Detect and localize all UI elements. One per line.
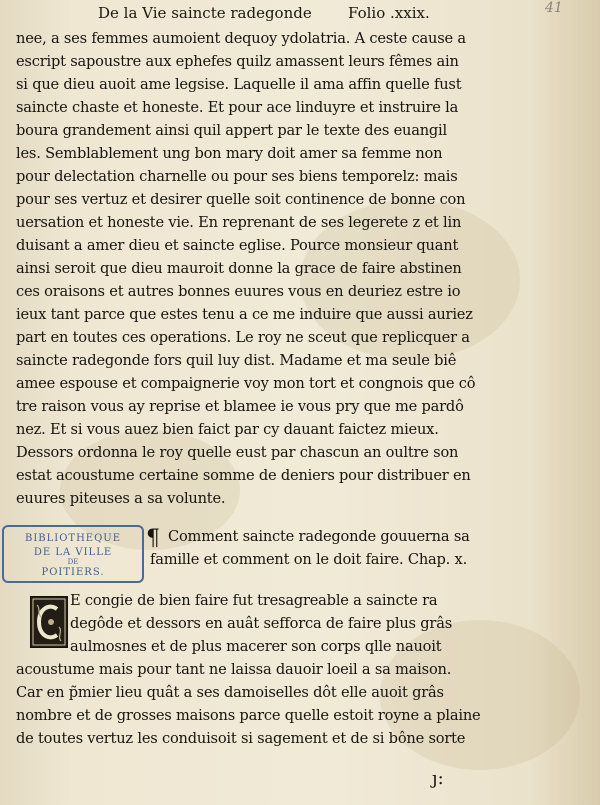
chapter-heading-line: famille et comment on le doit faire. Chap. x. [150, 551, 468, 568]
folio-number: Folio .xxix. [348, 4, 430, 22]
text-line: saincte chaste et honeste. Et pour ace linduyre et instruire la [16, 99, 459, 116]
stamp-line: POITIERS. [41, 567, 105, 578]
library-stamp [2, 525, 144, 583]
chapter-heading-line: Comment saincte radegonde gouuerna sa [168, 528, 470, 545]
text-line: estat acoustume certaine somme de deniers pour distribuer en [16, 467, 471, 484]
decorated-initial-letter [30, 596, 68, 648]
stamp-line: DE LA VILLE [33, 547, 113, 558]
stamp-line: BIBLIOTHEQUE [24, 533, 122, 544]
text-line: E congie de bien faire fut tresagreable a saincte ra [70, 592, 438, 609]
signature-mark: ȷ: [432, 768, 444, 789]
text-line: degôde et dessors en auât sefforca de faire plus grâs [70, 615, 452, 632]
text-line: nombre et de grosses maisons parce quelle estoit royne a plaine [16, 707, 481, 724]
text-line: amee espouse et compaignerie voy mon tort et congnois que cô [16, 375, 476, 392]
text-line: saincte radegonde fors quil luy dist. Madame et ma seule biê [16, 352, 457, 369]
running-header [98, 4, 498, 24]
text-line: si que dieu auoit ame legsise. Laquelle il ama affin quelle fust [16, 76, 462, 93]
text-line: nez. Et si vous auez bien faict par cy dauant faictez mieux. [16, 421, 439, 438]
ornament-icon [31, 597, 67, 647]
text-line: de toutes vertuz les conduisoit si sagement et de si bône sorte [16, 730, 466, 747]
text-line: uersation et honeste vie. En reprenant de ses legerete z et lin [16, 214, 462, 231]
running-title: De la Vie saincte radegonde [98, 4, 312, 22]
text-line: duisant a amer dieu et saincte eglise. Pource monsieur quant [16, 237, 459, 254]
pencil-page-number: 41 [545, 0, 563, 16]
text-line: boura grandement ainsi quil appert par le texte des euangil [16, 122, 447, 139]
text-line: ainsi seroit que dieu mauroit donne la grace de faire abstinen [16, 260, 462, 277]
text-line: nee, a ses femmes aumoient dequoy ydolatria. A ceste cause a [16, 30, 466, 47]
text-line: Dessors ordonna le roy quelle eust par chascun an oultre son [16, 444, 459, 461]
text-line: les. Semblablement ung bon mary doit amer sa femme non [16, 145, 443, 162]
text-line: euures piteuses a sa volunte. [16, 490, 226, 507]
text-line: ces oraisons et autres bonnes euures vous en deuriez estre io [16, 283, 461, 300]
text-line: pour ses vertuz et desirer quelle soit continence de bonne con [16, 191, 466, 208]
text-line: aulmosnes et de plus macerer son corps qlle nauoit [70, 638, 442, 655]
text-line: acoustume mais pour tant ne laissa dauoir loeil a sa maison. [16, 661, 452, 678]
pilcrow-mark: ¶ [146, 526, 160, 551]
text-line: pour delectation charnelle ou pour ses biens temporelz: mais [16, 168, 458, 185]
text-line: part en toutes ces operations. Le roy ne sceut que replicquer a [16, 329, 470, 346]
text-line: tre raison vous ay reprise et blamee ie vous pry que me pardô [16, 398, 464, 415]
text-line: ieux tant parce que estes tenu a ce me induire que aussi auriez [16, 306, 473, 323]
stamp-line: DE [67, 558, 79, 566]
text-line: escript sapoustre aux ephefes quilz amassent leurs fêmes ain [16, 53, 459, 70]
text-line: Car en p̃mier lieu quât a ses damoiselles dôt elle auoit grâs [16, 684, 444, 701]
